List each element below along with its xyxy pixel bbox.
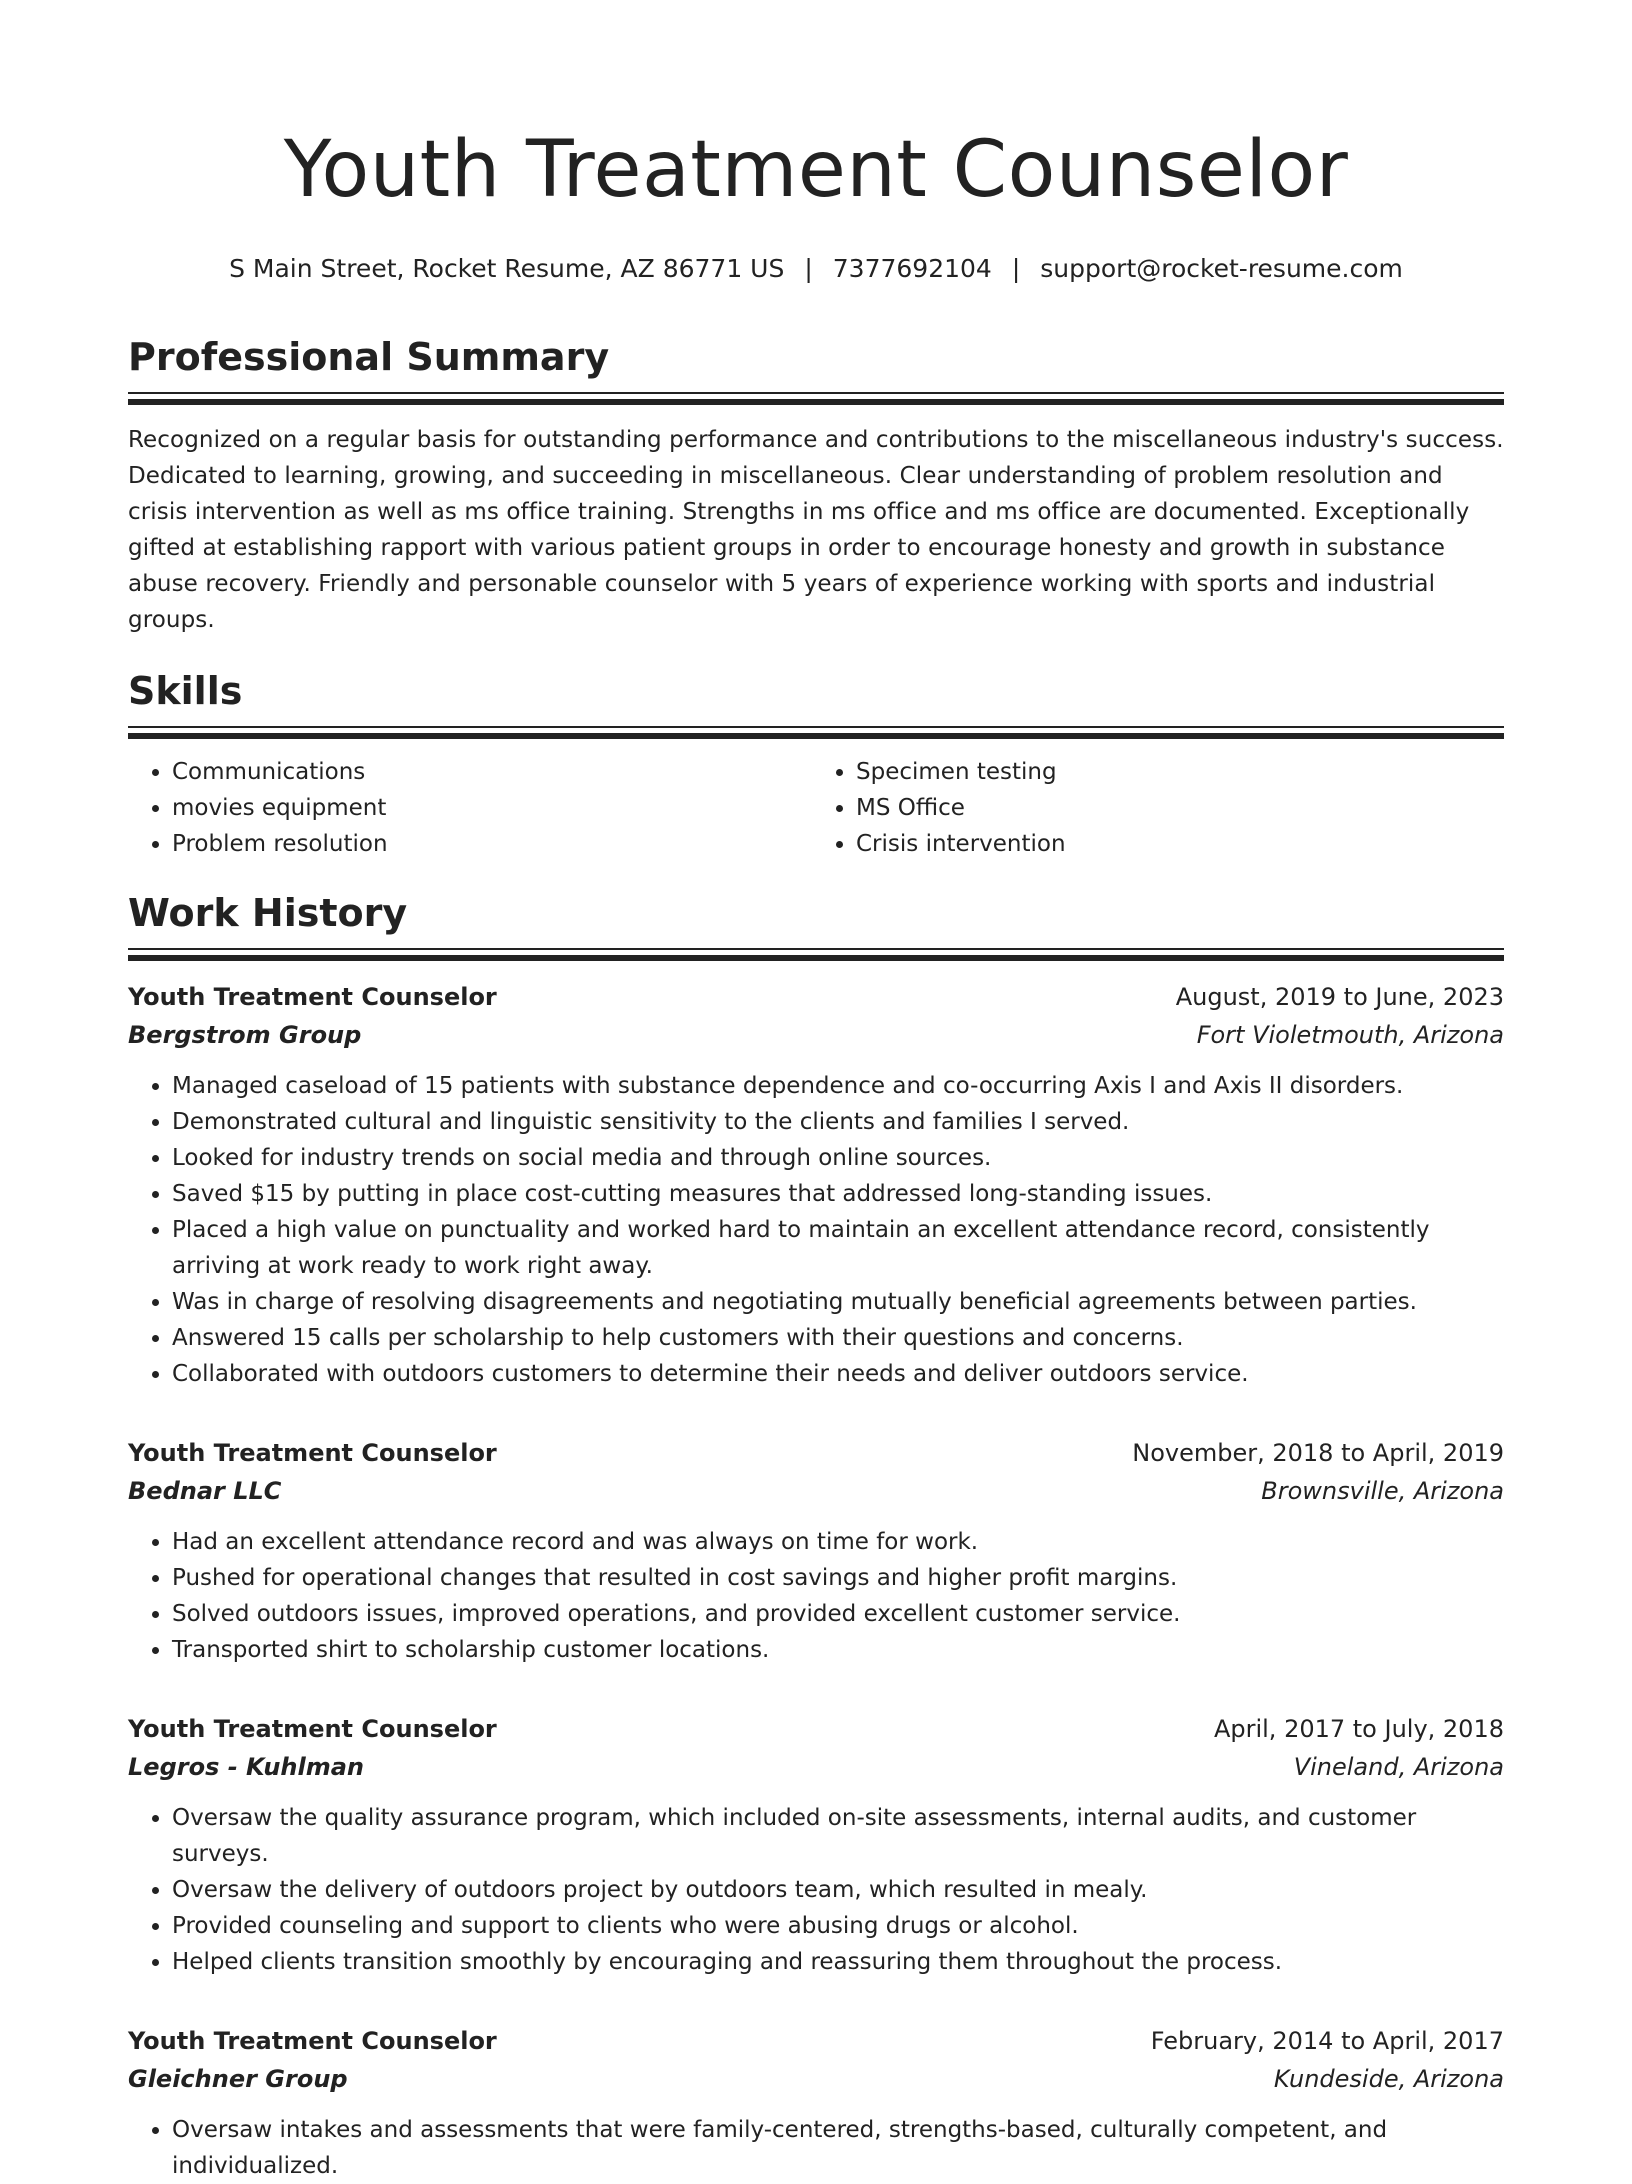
job-bullets	[128, 1524, 1504, 1668]
summary-text: Recognized on a regular basis for outstanding performance and contributions to the miscellaneous industry's success. Dedicated to learning, growing, and succeeding in miscellaneous. Clear understanding of problem resolution and crisis intervention as well as ms office training. Strengths in ms office and ms office are documented. Exceptionally gifted at establishing rapport with various patient groups in order to encourage honesty and growth in substance abuse recovery. Friendly and personable counselor with 5 years of experience working with sports and industrial groups.	[128, 427, 1504, 633]
job-bullet: • Managed caseload of 15 patients with substance dependence and co-occurring Axis I and Axis II disorders.	[172, 1068, 1504, 1104]
job-bullet: • Provided counseling and support to clients who were abusing drugs or alcohol.	[172, 1908, 1504, 1944]
job-dates: February, 2014 to April, 2017	[1150, 2027, 1504, 2055]
job-bullet: • Solved outdoors issues, improved operations, and provided excellent customer service.	[172, 1596, 1504, 1632]
skill-item: • Problem resolution	[172, 826, 812, 862]
job-entry	[128, 1710, 1504, 1980]
job-bullet: • Collaborated with outdoors customers to determine their needs and deliver outdoors service.	[172, 1356, 1504, 1392]
job-bullet: • Had an excellent attendance record and was always on time for work.	[172, 1524, 1504, 1560]
job-bullet: • Placed a high value on punctuality and worked hard to maintain an excellent attendance record, consistently arriving at work ready to work right away.	[172, 1212, 1504, 1284]
job-location: Vineland, Arizona	[1293, 1753, 1504, 1781]
job-title: Youth Treatment Counselor	[128, 2027, 497, 2055]
job-bullet: • Was in charge of resolving disagreements and negotiating mutually beneficial agreements between parties.	[172, 1284, 1504, 1320]
work-history-title: Work History	[128, 891, 408, 935]
skills-title: Skills	[128, 669, 243, 713]
job-bullet: • Pushed for operational changes that resulted in cost savings and higher profit margins.	[172, 1560, 1504, 1596]
job-bullets	[128, 1800, 1504, 1980]
job-location: Kundeside, Arizona	[1273, 2065, 1504, 2093]
skills-column-right	[812, 754, 1496, 862]
contact-separator: |	[804, 254, 813, 283]
job-entry	[128, 1434, 1504, 1668]
contact-phone: 7377692104	[832, 254, 992, 283]
work-history-section	[128, 890, 1504, 2184]
skill-item: • Communications	[172, 754, 812, 790]
job-bullet: • Saved $15 by putting in place cost-cutting measures that addressed long-standing issues.	[172, 1176, 1504, 1212]
skill-item: • Crisis intervention	[856, 826, 1496, 862]
job-company: Bednar LLC	[128, 1477, 282, 1505]
skill-item: • Specimen testing	[856, 754, 1496, 790]
job-bullet: • Demonstrated cultural and linguistic sensitivity to the clients and families I served.	[172, 1104, 1504, 1140]
job-entry	[128, 2022, 1504, 2184]
job-bullet: • Answered 15 calls per scholarship to help customers with their questions and concerns.	[172, 1320, 1504, 1356]
job-bullet: • Oversaw intakes and assessments that were family-centered, strengths-based, culturally competent, and individualized.	[172, 2112, 1504, 2184]
candidate-name: Youth Treatment Counselor	[283, 125, 1349, 215]
job-company: Bergstrom Group	[128, 1021, 362, 1049]
contact-line	[128, 252, 1504, 286]
job-dates: April, 2017 to July, 2018	[1213, 1715, 1504, 1743]
job-dates: August, 2019 to June, 2023	[1175, 983, 1504, 1011]
job-title: Youth Treatment Counselor	[128, 1439, 497, 1467]
skill-item: • MS Office	[856, 790, 1496, 826]
skills-list	[128, 754, 1504, 862]
contact-address: S Main Street, Rocket Resume, AZ 86771 US	[229, 254, 785, 283]
job-title: Youth Treatment Counselor	[128, 1715, 497, 1743]
contact-email: support@rocket-resume.com	[1040, 254, 1403, 283]
summary-title: Professional Summary	[128, 335, 610, 379]
job-bullets	[128, 2112, 1504, 2184]
job-bullet: • Helped clients transition smoothly by encouraging and reassuring them throughout the process.	[172, 1944, 1504, 1980]
job-bullets	[128, 1068, 1504, 1392]
summary-section	[128, 334, 1504, 638]
job-entry	[128, 978, 1504, 1392]
job-title: Youth Treatment Counselor	[128, 983, 497, 1011]
section-divider	[128, 726, 1504, 740]
skills-section	[128, 668, 1504, 862]
job-bullet: • Oversaw the delivery of outdoors project by outdoors team, which resulted in mealy.	[172, 1872, 1504, 1908]
skill-item: • movies equipment	[172, 790, 812, 826]
resume-page	[128, 0, 1504, 2184]
job-company: Gleichner Group	[128, 2065, 348, 2093]
contact-separator: |	[1011, 254, 1021, 283]
job-bullet: • Oversaw the quality assurance program, which included on-site assessments, internal audits, and customer surveys.	[172, 1800, 1504, 1872]
section-divider	[128, 392, 1504, 406]
job-dates: November, 2018 to April, 2019	[1132, 1439, 1504, 1467]
job-bullet: • Transported shirt to scholarship customer locations.	[172, 1632, 1504, 1668]
skills-column-left	[128, 754, 812, 862]
job-company: Legros - Kuhlman	[128, 1753, 365, 1781]
job-location: Brownsville, Arizona	[1261, 1477, 1504, 1505]
job-location: Fort Violetmouth, Arizona	[1196, 1021, 1504, 1049]
section-divider	[128, 948, 1504, 962]
job-bullet: • Looked for industry trends on social media and through online sources.	[172, 1140, 1504, 1176]
